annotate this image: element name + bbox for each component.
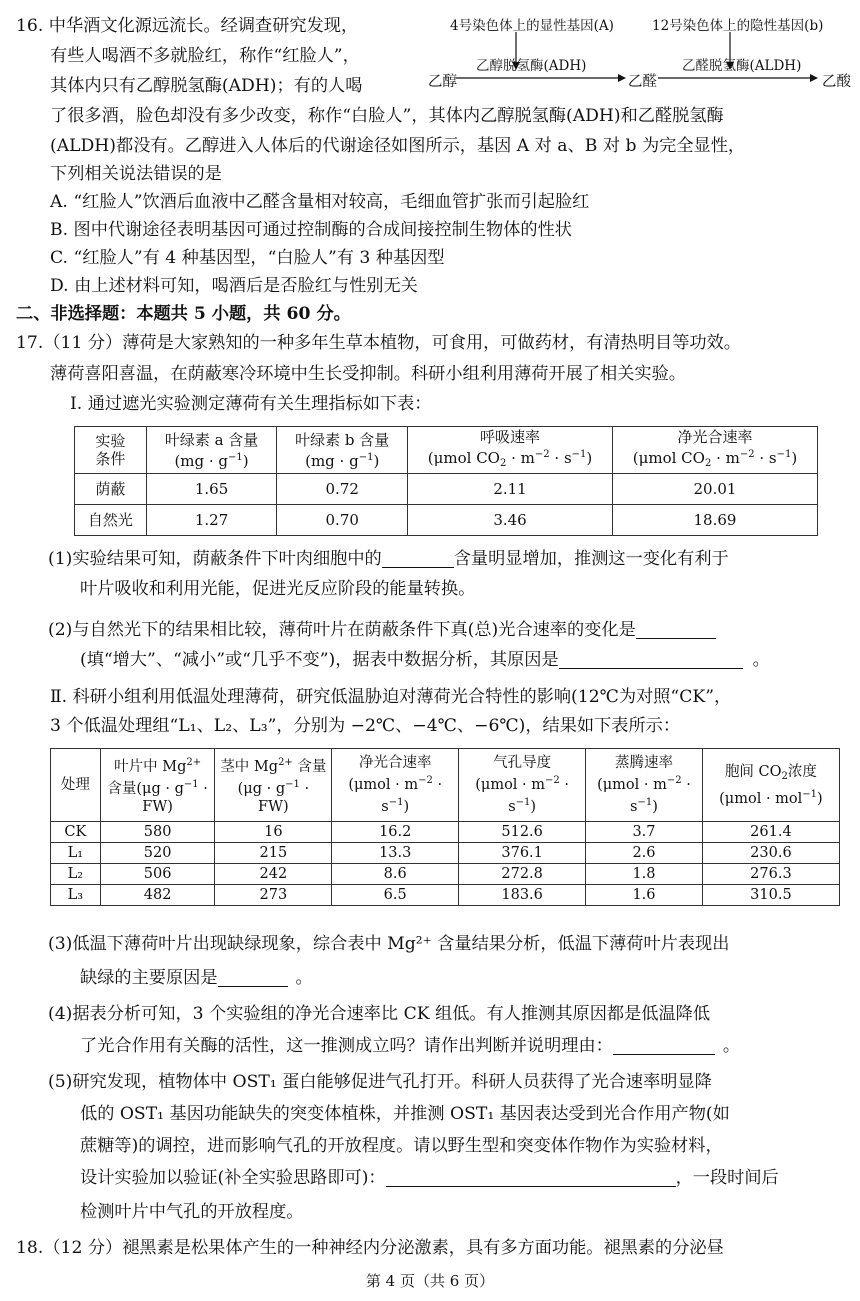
q16-line-2: 有些人喝酒不多就脸红，称作“红脸人”， bbox=[50, 46, 360, 66]
answer-blank-4 bbox=[613, 1034, 715, 1055]
table-cell: 13.3 bbox=[332, 843, 459, 864]
table-cell: 1.6 bbox=[586, 885, 703, 906]
t2-header-intercellular-co2: 胞间 $CO_2$浓度 (μmol · mol$^{-1}$) bbox=[702, 749, 839, 822]
t2-header-treatment: 处理 bbox=[51, 749, 101, 822]
q17-sub-4-line-1: (4)据表分析可知，3 个实验组的净光合速率比 CK 组低。有人推测其原因都是低温降低 bbox=[48, 1004, 711, 1024]
q17-sub-3-text-b: 。 bbox=[295, 968, 313, 988]
table-row bbox=[51, 864, 840, 885]
gene-a-label: 4号染色体上的显性基因(A) bbox=[450, 18, 614, 34]
table-cell: 376.1 bbox=[459, 843, 586, 864]
q17-sub-1-text-a: (1)实验结果可知，荫蔽条件下叶肉细胞中的 bbox=[48, 549, 382, 569]
q17-sub-4-text-a: 了光合作用有关酶的活性，这一推测成立吗？请作出判断并说明理由： bbox=[80, 1036, 613, 1056]
ethanol-label: 乙醇 bbox=[428, 74, 457, 90]
table-cell: 3.7 bbox=[586, 822, 703, 843]
q17-sub-1-line-2: 叶片吸收和利用光能，促进光反应阶段的能量转换。 bbox=[80, 579, 476, 599]
q17-sub-4-line-2 bbox=[80, 1034, 740, 1058]
table-cell: 215 bbox=[215, 843, 332, 864]
q16-option-c: C. “红脸人”有 4 种基因型，“白脸人”有 3 种基因型 bbox=[50, 248, 445, 268]
q17-line-2: 薄荷喜阳喜温，在荫蔽寒冷环境中生长受抑制。科研小组利用薄荷开展了相关实验。 bbox=[50, 364, 686, 384]
q16-line-5: (ALDH)都没有。乙醇进入人体后的代谢途径如图所示，基因 A 对 a、B 对 b 为完全显性， bbox=[50, 136, 746, 156]
metabolism-pathway-diagram bbox=[420, 12, 858, 90]
t1-header-condition: 实验 条件 bbox=[75, 427, 147, 474]
table-cell: 273 bbox=[215, 885, 332, 906]
answer-blank-2a bbox=[636, 618, 716, 639]
q16-option-d: D. 由上述材料可知，喝酒后是否脸红与性别无关 bbox=[50, 276, 418, 296]
acetic-acid-label: 乙酸 bbox=[822, 74, 851, 90]
shading-table bbox=[74, 426, 818, 536]
low-temperature-table-header bbox=[51, 749, 840, 822]
table-cell: 2.6 bbox=[586, 843, 703, 864]
table-cell: 1.8 bbox=[586, 864, 703, 885]
table-cell: L₃ bbox=[51, 885, 101, 906]
table-cell: L₂ bbox=[51, 864, 101, 885]
table-row bbox=[51, 822, 840, 843]
table-cell: 261.4 bbox=[702, 822, 839, 843]
q16-line-1: 16. 中华酒文化源远流长。经调查研究发现， bbox=[16, 16, 359, 36]
answer-blank-5 bbox=[386, 1166, 676, 1187]
table-row bbox=[51, 885, 840, 906]
t2-header-transpiration: 蒸腾速率 ($\mu mol \cdot m^{-2}$ · $s^{-1}$) bbox=[586, 749, 703, 822]
low-temperature-table bbox=[50, 748, 840, 906]
q17-sub-4-text-b: 。 bbox=[722, 1036, 741, 1056]
q17-sub-5-line-5: 检测叶片中气孔的开放程度。 bbox=[80, 1202, 304, 1222]
table-cell: CK bbox=[51, 822, 101, 843]
section-heading: 二、非选择题：本题共 5 小题，共 60 分。 bbox=[16, 304, 351, 324]
shading-table-header bbox=[75, 427, 818, 474]
t1-header-chl-a: 叶绿素 a 含量 $(mg \cdot g^{-1})$ bbox=[146, 427, 277, 474]
answer-blank-1 bbox=[382, 547, 454, 568]
table-cell: 520 bbox=[100, 843, 215, 864]
table-cell: 276.3 bbox=[702, 864, 839, 885]
table-cell: L₁ bbox=[51, 843, 101, 864]
adh-label: 乙醇脱氢酶(ADH) bbox=[476, 58, 587, 74]
table-cell: 506 bbox=[100, 864, 215, 885]
t1-header-net-photo: 净光合速率 (μmol $CO_2 \cdot m^{-2} \cdot s^{-1}$) bbox=[613, 427, 818, 474]
table-cell: 0.72 bbox=[277, 474, 408, 505]
t2-header-net-photo: 净光合速率 ($\mu mol \cdot m^{-2}$ · $s^{-1}$) bbox=[332, 749, 459, 822]
page-footer: 第 4 页（共 6 页） bbox=[365, 1272, 495, 1290]
table-cell: 310.5 bbox=[702, 885, 839, 906]
q16-option-a: A. “红脸人”饮酒后血液中乙醛含量相对较高，毛细血管扩张而引起脸红 bbox=[50, 192, 590, 212]
q17-sub-2-text-b: 。 bbox=[752, 650, 770, 670]
table-cell: 16.2 bbox=[332, 822, 459, 843]
table-cell: 482 bbox=[100, 885, 215, 906]
t1-header-chl-b: 叶绿素 b 含量 $(mg \cdot g^{-1})$ bbox=[277, 427, 408, 474]
q17-sub-2-text: (2)与自然光下的结果相比较，薄荷叶片在荫蔽条件下真(总)光合速率的变化是 bbox=[48, 620, 636, 640]
q17-sub-2-line-2 bbox=[80, 648, 770, 672]
q17-sub-5-text-b: ，一段时间后 bbox=[675, 1168, 779, 1188]
table-cell: 2.11 bbox=[408, 474, 613, 505]
t2-header-leaf-mg: 叶片中 $Mg^{2+}$ 含量($\mu g \cdot g^{-1}$ · FW) bbox=[100, 749, 215, 822]
q16-option-b: B. 图中代谢途径表明基因可通过控制酶的合成间接控制生物体的性状 bbox=[50, 220, 572, 240]
t1-header-respiration: 呼吸速率 (μmol $CO_2 \cdot m^{-2} \cdot s^{-1}$) bbox=[408, 427, 613, 474]
q17-sub-3-line-1: (3)低温下薄荷叶片出现缺绿现象，综合表中 Mg²⁺ 含量结果分析，低温下薄荷叶片表现出 bbox=[48, 934, 730, 954]
table-cell: 242 bbox=[215, 864, 332, 885]
q17-sub-1-text-b: 含量明显增加，推测这一变化有利于 bbox=[453, 549, 729, 569]
acetaldehyde-label: 乙醛 bbox=[628, 74, 657, 90]
q17-part-2-line-2: 3 个低温处理组“L₁、L₂、L₃”，分别为 −2℃、−4℃、−6℃)，结果如下表所示： bbox=[50, 716, 681, 736]
table-cell: 1.65 bbox=[146, 474, 277, 505]
aldh-label: 乙醛脱氢酶(ALDH) bbox=[682, 58, 802, 74]
table-cell: 512.6 bbox=[459, 822, 586, 843]
table-row bbox=[75, 505, 818, 536]
q17-sub-5-line-1: (5)研究发现，植物体中 OST₁ 蛋白能够促进气孔打开。科研人员获得了光合速率明显降 bbox=[48, 1072, 712, 1092]
q18-line-1: 18.（12 分）褪黑素是松果体产生的一种神经内分泌激素，具有多方面功能。褪黑素的分泌昼 bbox=[16, 1238, 724, 1258]
q17-line-1: 17.（11 分）薄荷是大家熟知的一种多年生草本植物，可食用，可做药材，有清热明目等功效。 bbox=[16, 333, 741, 353]
q17-sub-1-line-1 bbox=[48, 547, 729, 571]
q17-sub-5-line-2: 低的 OST₁ 基因功能缺失的突变体植株，并推测 OST₁ 基因表达受到光合作用产物(如 bbox=[80, 1104, 730, 1124]
table-cell: 6.5 bbox=[332, 885, 459, 906]
table-cell: 183.6 bbox=[459, 885, 586, 906]
answer-blank-3 bbox=[218, 966, 288, 987]
table-cell: 272.8 bbox=[459, 864, 586, 885]
table-cell: 230.6 bbox=[702, 843, 839, 864]
q16-line-6: 下列相关说法错误的是 bbox=[50, 164, 222, 184]
q16-line-4: 了很多酒，脸色却没有多少改变，称作“白脸人”，其体内乙醇脱氢酶(ADH)和乙醛脱氢酶 bbox=[50, 106, 724, 126]
q17-part-2-line-1: Ⅱ. 科研小组利用低温处理薄荷，研究低温胁迫对薄荷光合特性的影响(12℃为对照“CK”， bbox=[50, 687, 732, 707]
gene-b-label: 12号染色体上的隐性基因(b) bbox=[652, 18, 824, 34]
q17-sub-2-line-1 bbox=[48, 618, 716, 642]
table-cell: 1.27 bbox=[146, 505, 277, 536]
table-cell: 3.46 bbox=[408, 505, 613, 536]
q17-sub-3-text-a: 缺绿的主要原因是 bbox=[80, 968, 218, 988]
table-cell: 自然光 bbox=[75, 505, 147, 536]
t2-header-stomatal: 气孔导度 ($\mu mol \cdot m^{-2}$ · $s^{-1}$) bbox=[459, 749, 586, 822]
table-cell: 0.70 bbox=[277, 505, 408, 536]
q17-sub-5-line-4 bbox=[80, 1166, 779, 1190]
answer-blank-2b bbox=[559, 648, 743, 669]
q17-sub-3-line-2 bbox=[80, 966, 313, 990]
table-cell: 18.69 bbox=[613, 505, 818, 536]
table-cell: 8.6 bbox=[332, 864, 459, 885]
q17-sub-2-text-a: (填“增大”、“减小”或“几乎不变”)，据表中数据分析，其原因是 bbox=[80, 650, 559, 670]
t2-header-stem-mg: 茎中 $Mg^{2+}$ 含量 ($\mu g \cdot g^{-1}$ · FW) bbox=[215, 749, 332, 822]
q17-sub-5-text-a: 设计实验加以验证(补全实验思路即可)： bbox=[80, 1168, 386, 1188]
q17-sub-5-line-3: 蔗糖等)的调控，进而影响气孔的开放程度。请以野生型和突变体作物作为实验材料， bbox=[80, 1136, 723, 1156]
table-row bbox=[51, 843, 840, 864]
table-cell: 16 bbox=[215, 822, 332, 843]
q16-line-3: 其体内只有乙醇脱氢酶(ADH)；有的人喝 bbox=[50, 76, 363, 96]
table-cell: 580 bbox=[100, 822, 215, 843]
table-row bbox=[75, 474, 818, 505]
table-cell: 20.01 bbox=[613, 474, 818, 505]
q17-part-1-intro: Ⅰ. 通过遮光实验测定薄荷有关生理指标如下表： bbox=[70, 394, 432, 414]
table-cell: 荫蔽 bbox=[75, 474, 147, 505]
